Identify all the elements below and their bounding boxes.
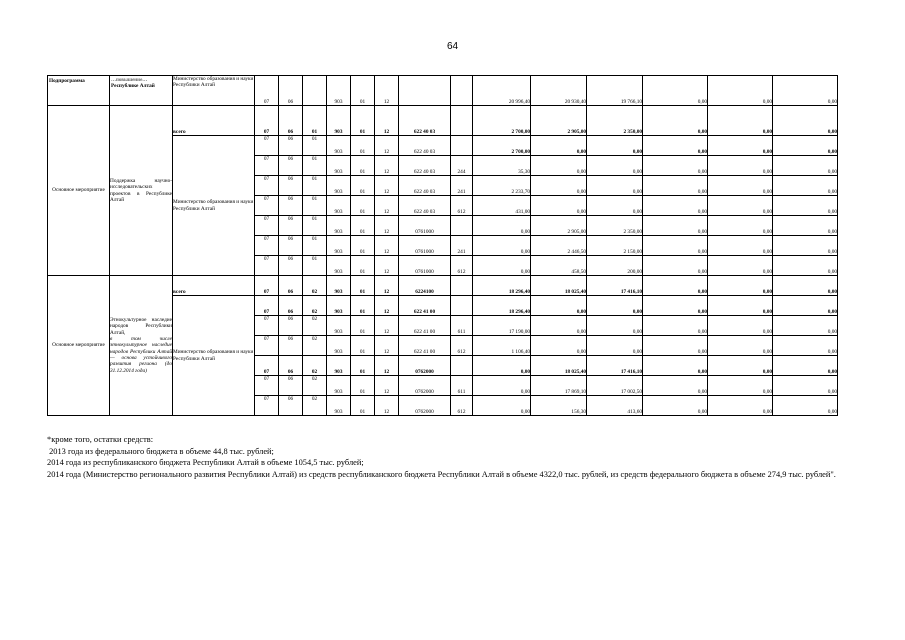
code-cell: 01: [351, 136, 375, 156]
amount-cell: 18 025,40: [531, 276, 587, 296]
amount-cell: 0,00: [587, 296, 643, 316]
code-cell: 903: [327, 396, 351, 416]
responsible-ministry: Министерство образования и науки Республики Алтай: [173, 296, 255, 416]
code-cell: 12: [375, 236, 399, 256]
code-cell: 0762000: [399, 356, 451, 376]
amount-cell: 18 025,40: [531, 356, 587, 376]
code-cell: 01: [303, 176, 327, 196]
code-cell: 01: [303, 106, 327, 136]
amount-cell: 0,00: [531, 136, 587, 156]
code-cell: [451, 106, 473, 136]
code-cell: 241: [451, 176, 473, 196]
amount-cell: 0,00: [643, 316, 708, 336]
code-cell: [451, 136, 473, 156]
amount-cell: 200,00: [587, 256, 643, 276]
amount-cell: 0,00: [773, 236, 838, 256]
code-cell: 903: [327, 176, 351, 196]
code-cell: 07: [255, 106, 279, 136]
code-cell: 07: [255, 356, 279, 376]
code-cell: 612: [451, 256, 473, 276]
amount-cell: 0,00: [587, 196, 643, 216]
activity-name-italic: в том числе этнокультурное наследие народов Республики Алтай — основа устойчивого развития региона (до 31.12.2014 года): [110, 335, 172, 374]
amount-cell: 0,00: [708, 336, 773, 356]
code-cell: 0761000: [399, 216, 451, 236]
code-cell: 02: [303, 396, 327, 416]
code-cell: 12: [375, 156, 399, 176]
amount-cell: 0,00: [531, 196, 587, 216]
activity-name: Поддержка научно-исследовательских проектов в Республике Алтай: [110, 106, 173, 276]
amount-cell: 413,60: [587, 396, 643, 416]
amount-cell: 0,00: [708, 236, 773, 256]
code-cell: 01: [351, 156, 375, 176]
code-cell: 02: [303, 336, 327, 356]
amount-cell: 2 150,00: [587, 236, 643, 256]
amount-cell: 2 350,00: [587, 216, 643, 236]
code-cell: 06: [279, 376, 303, 396]
amount-cell: 0,00: [643, 336, 708, 356]
activity-kind: Основное мероприятие: [48, 276, 110, 416]
amount-cell: 0,00: [643, 356, 708, 376]
amount-cell: 0,00: [531, 336, 587, 356]
code-cell: 06: [279, 356, 303, 376]
code-cell: 06: [279, 256, 303, 276]
total-label: всего: [173, 276, 255, 296]
code-cell: 12: [375, 336, 399, 356]
region-label: Республике Алтай: [111, 83, 155, 89]
amount-cell: 0,00: [643, 296, 708, 316]
amount-cell: 0,00: [473, 256, 531, 276]
amount-cell: 0,00: [531, 316, 587, 336]
code-cell: 06: [279, 216, 303, 236]
footnote-line: 2013 года из федерального бюджета в объеме 44,8 тыс. рублей;: [47, 446, 274, 456]
amount-cell: 0,00: [773, 316, 838, 336]
amount-cell: 18 296,40: [473, 276, 531, 296]
amount-cell: 0,00: [643, 396, 708, 416]
amount-cell: 0,00: [643, 216, 708, 236]
amount-cell: 0,00: [643, 236, 708, 256]
amount-cell: 156,30: [531, 396, 587, 416]
code-cell: 07: [255, 396, 279, 416]
amount-cell: 2 700,00: [473, 136, 531, 156]
activity-name-plain: Этнокультурное наследие народов Республики Алтай,: [110, 316, 172, 336]
code-cell: 903: [327, 256, 351, 276]
amount-cell: 0,00: [773, 136, 838, 156]
code-cell: 612: [451, 196, 473, 216]
amount-cell: 0,00: [708, 276, 773, 296]
amount-cell: 0,00: [643, 256, 708, 276]
amount-cell: 0,00: [643, 196, 708, 216]
code-cell: 903: [327, 196, 351, 216]
amount-cell: 0,00: [587, 156, 643, 176]
code-cell: [399, 76, 451, 106]
code-cell: 01: [351, 356, 375, 376]
amount-cell: 17 002,50: [587, 376, 643, 396]
amount-cell: 0,00: [708, 356, 773, 376]
amount-cell: 0,00: [773, 106, 838, 136]
code-cell: 0762000: [399, 376, 451, 396]
amount-cell: 0,00: [473, 236, 531, 256]
amount-cell: 2 350,00: [587, 106, 643, 136]
code-cell: 12: [375, 216, 399, 236]
code-cell: 07: [255, 236, 279, 256]
amount-cell: 2 905,00: [531, 106, 587, 136]
amount-cell: 1 106,40: [473, 336, 531, 356]
amount-cell: 17 416,10: [587, 356, 643, 376]
code-cell: 903: [327, 276, 351, 296]
code-cell: 903: [327, 376, 351, 396]
code-cell: 07: [255, 316, 279, 336]
amount-cell: 17 869,10: [531, 376, 587, 396]
code-cell: 01: [351, 336, 375, 356]
code-cell: 07: [255, 376, 279, 396]
code-cell: 903: [327, 316, 351, 336]
code-cell: 06: [279, 136, 303, 156]
table-row: [48, 276, 838, 296]
code-cell: 07: [255, 176, 279, 196]
code-cell: [451, 356, 473, 376]
code-cell: 06: [279, 316, 303, 336]
amount-cell: 0,00: [473, 356, 531, 376]
amount-cell: 0,00: [587, 336, 643, 356]
amount-cell: 0,00: [643, 76, 708, 106]
code-cell: 903: [327, 106, 351, 136]
code-cell: 241: [451, 236, 473, 256]
code-cell: 06: [279, 176, 303, 196]
amount-cell: 18 296,40: [473, 296, 531, 316]
code-cell: 622 40 03: [399, 196, 451, 216]
code-cell: 12: [375, 176, 399, 196]
code-cell: 903: [327, 296, 351, 316]
amount-cell: 0,00: [773, 296, 838, 316]
responsible-ministry: Министерство образования и науки Республики Алтай: [173, 136, 255, 276]
code-cell: 903: [327, 356, 351, 376]
amount-cell: 0,00: [773, 176, 838, 196]
code-cell: 622 40 03: [399, 136, 451, 156]
code-cell: 07: [255, 76, 279, 106]
code-cell: 06: [279, 336, 303, 356]
activity-name: [110, 276, 173, 416]
code-cell: 02: [303, 276, 327, 296]
code-cell: 622 40 03: [399, 176, 451, 196]
code-cell: 0761000: [399, 236, 451, 256]
code-cell: 12: [375, 376, 399, 396]
amount-cell: 2 700,00: [473, 106, 531, 136]
code-cell: 903: [327, 136, 351, 156]
code-cell: 611: [451, 316, 473, 336]
code-cell: 622 40 03: [399, 106, 451, 136]
footnotes: [47, 434, 837, 480]
code-cell: 622 41 00: [399, 296, 451, 316]
code-cell: 02: [303, 316, 327, 336]
amount-cell: 0,00: [708, 196, 773, 216]
code-cell: 12: [375, 196, 399, 216]
code-cell: 622 41 00: [399, 316, 451, 336]
footnote-line: *кроме того, остатки средств:: [47, 435, 154, 444]
footnote-line: 2014 года (Министерство регионального развития Республики Алтай) из средств республиканского бюджета Республики Алтай в объеме 4322,0 тыс. рублей, из средств федерального бюджета в объеме 274,9 тыс. рублей".: [47, 469, 836, 479]
code-cell: 612: [451, 336, 473, 356]
amount-cell: 0,00: [708, 216, 773, 236]
code-cell: 01: [303, 236, 327, 256]
code-cell: 06: [279, 276, 303, 296]
code-cell: 12: [375, 356, 399, 376]
code-cell: 0761000: [399, 256, 451, 276]
amount-cell: 0,00: [708, 376, 773, 396]
code-cell: 903: [327, 236, 351, 256]
code-cell: 01: [351, 396, 375, 416]
code-cell: 06: [279, 236, 303, 256]
amount-cell: 0,00: [708, 256, 773, 276]
code-cell: [451, 296, 473, 316]
amount-cell: 0,00: [473, 376, 531, 396]
code-cell: [451, 276, 473, 296]
page-number: 64: [446, 41, 459, 52]
code-cell: 611: [451, 376, 473, 396]
amount-cell: 0,00: [643, 156, 708, 176]
code-cell: 07: [255, 216, 279, 236]
amount-cell: 0,00: [473, 396, 531, 416]
amount-cell: 0,00: [773, 216, 838, 236]
code-cell: 01: [351, 176, 375, 196]
amount-cell: 0,00: [643, 106, 708, 136]
amount-cell: 17 416,10: [587, 276, 643, 296]
amount-cell: 0,00: [473, 216, 531, 236]
code-cell: 12: [375, 106, 399, 136]
code-cell: 06: [279, 76, 303, 106]
code-cell: 06: [279, 396, 303, 416]
code-cell: 02: [303, 356, 327, 376]
code-cell: 07: [255, 256, 279, 276]
code-cell: 12: [375, 316, 399, 336]
code-cell: 01: [303, 156, 327, 176]
code-cell: 622 41 00: [399, 336, 451, 356]
amount-cell: 0,00: [587, 136, 643, 156]
amount-cell: 0,00: [773, 336, 838, 356]
code-cell: 01: [351, 216, 375, 236]
table-row: [48, 106, 838, 136]
code-cell: 06: [279, 196, 303, 216]
amount-cell: 458,50: [531, 256, 587, 276]
amount-cell: 0,00: [708, 296, 773, 316]
amount-cell: 20 930,40: [531, 76, 587, 106]
subprogram-label: Подпрограмма: [48, 76, 110, 106]
code-cell: 903: [327, 336, 351, 356]
amount-cell: 2 905,00: [531, 216, 587, 236]
total-label: всего: [173, 106, 255, 136]
footnote-line: 2014 года из республиканского бюджета Республики Алтай в объеме 1054,5 тыс. рублей;: [47, 458, 364, 468]
code-cell: 06: [279, 296, 303, 316]
amount-cell: 0,00: [643, 376, 708, 396]
code-cell: 612: [451, 396, 473, 416]
amount-cell: 0,00: [773, 196, 838, 216]
code-cell: 01: [351, 196, 375, 216]
code-cell: [303, 76, 327, 106]
code-cell: 07: [255, 296, 279, 316]
amount-cell: 35,30: [473, 156, 531, 176]
amount-cell: 0,00: [773, 276, 838, 296]
budget-table: [47, 75, 838, 416]
code-cell: 12: [375, 76, 399, 106]
amount-cell: 0,00: [708, 176, 773, 196]
code-cell: 07: [255, 336, 279, 356]
code-cell: 01: [303, 196, 327, 216]
amount-cell: 0,00: [708, 396, 773, 416]
code-cell: 07: [255, 156, 279, 176]
code-cell: 01: [351, 236, 375, 256]
code-cell: 01: [351, 76, 375, 106]
amount-cell: 431,00: [473, 196, 531, 216]
code-cell: 12: [375, 256, 399, 276]
code-cell: 244: [451, 156, 473, 176]
subprogram-row: [48, 76, 838, 106]
responsible-ministry: Министерство образования и науки Республики Алтай: [173, 76, 255, 106]
amount-cell: 0,00: [773, 256, 838, 276]
code-cell: 12: [375, 276, 399, 296]
code-cell: 01: [351, 276, 375, 296]
cut-text: …повышение…: [111, 78, 148, 83]
amount-cell: 20 996,40: [473, 76, 531, 106]
code-cell: 622 40 03: [399, 156, 451, 176]
amount-cell: 0,00: [773, 76, 838, 106]
amount-cell: 0,00: [708, 106, 773, 136]
code-cell: 903: [327, 156, 351, 176]
code-cell: 12: [375, 396, 399, 416]
code-cell: 02: [303, 376, 327, 396]
code-cell: 01: [351, 256, 375, 276]
amount-cell: 0,00: [643, 176, 708, 196]
code-cell: 0762000: [399, 396, 451, 416]
code-cell: 06: [279, 106, 303, 136]
amount-cell: 0,00: [643, 276, 708, 296]
amount-cell: 17 190,00: [473, 316, 531, 336]
code-cell: 12: [375, 136, 399, 156]
amount-cell: 0,00: [587, 176, 643, 196]
code-cell: 01: [351, 106, 375, 136]
amount-cell: 0,00: [643, 136, 708, 156]
amount-cell: 0,00: [587, 316, 643, 336]
code-cell: 07: [255, 136, 279, 156]
amount-cell: 0,00: [773, 356, 838, 376]
code-cell: 6224100: [399, 276, 451, 296]
code-cell: 01: [303, 216, 327, 236]
amount-cell: 0,00: [773, 156, 838, 176]
code-cell: 01: [351, 376, 375, 396]
amount-cell: 0,00: [708, 156, 773, 176]
amount-cell: 0,00: [531, 176, 587, 196]
amount-cell: 0,00: [708, 76, 773, 106]
code-cell: 07: [255, 196, 279, 216]
code-cell: 12: [375, 296, 399, 316]
subprogram-region: [110, 76, 173, 106]
amount-cell: 0,00: [773, 376, 838, 396]
code-cell: 01: [303, 136, 327, 156]
amount-cell: 0,00: [708, 136, 773, 156]
amount-cell: 2 446,50: [531, 236, 587, 256]
amount-cell: 0,00: [531, 156, 587, 176]
amount-cell: 0,00: [773, 396, 838, 416]
amount-cell: 0,00: [708, 316, 773, 336]
code-cell: 01: [303, 256, 327, 276]
code-cell: 903: [327, 76, 351, 106]
code-cell: 06: [279, 156, 303, 176]
code-cell: [451, 216, 473, 236]
amount-cell: 2 233,70: [473, 176, 531, 196]
code-cell: 903: [327, 216, 351, 236]
code-cell: 01: [351, 296, 375, 316]
amount-cell: 19 766,10: [587, 76, 643, 106]
activity-kind: Основное мероприятие: [48, 106, 110, 276]
code-cell: 07: [255, 276, 279, 296]
code-cell: 01: [351, 316, 375, 336]
code-cell: 02: [303, 296, 327, 316]
code-cell: [451, 76, 473, 106]
amount-cell: 0,00: [531, 296, 587, 316]
